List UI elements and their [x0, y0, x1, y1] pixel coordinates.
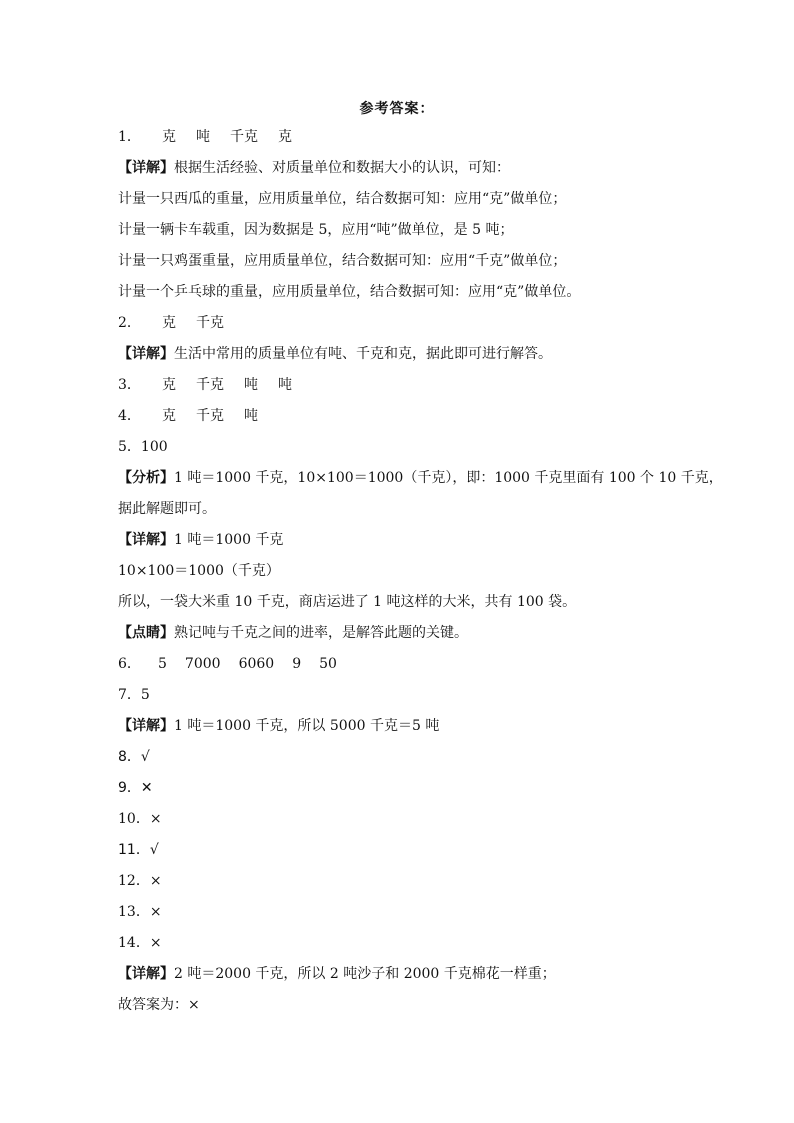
text-line: 10×100＝1000（千克）: [118, 563, 280, 579]
answer-item: 克: [162, 408, 176, 424]
explanation-line: [118, 153, 678, 184]
answer-item: 克: [162, 377, 176, 393]
analysis-text: 1 吨＝1000 千克，10×100＝1000（千克），即：1000 千克里面有 100 个 10 千克，: [174, 470, 723, 486]
answer-item: 克: [278, 129, 292, 145]
comment-text: 熟记吨与千克之间的进率，是解答此题的关键。: [174, 625, 468, 641]
section-tag: 【点睛】: [118, 625, 174, 641]
answer-line-5: 5．100: [118, 439, 168, 455]
text-line: 所以，一袋大米重 10 千克，商店运进了 1 吨这样的大米，共有 100 袋。: [118, 594, 577, 610]
answer-line-11: 11．√: [118, 842, 159, 858]
answer-item: 千克: [196, 408, 224, 424]
answer-line-8: 8．√: [118, 749, 150, 765]
answer-item: 9: [292, 656, 302, 672]
answer-item: 千克: [230, 129, 258, 145]
answer-item: 吨: [244, 377, 258, 393]
section-tag: 【分析】: [118, 470, 174, 486]
answer-line-13: 13．×: [118, 904, 162, 920]
question-number: 3．: [118, 377, 141, 393]
answer-line-10: 10．×: [118, 811, 162, 827]
answer-line-1: [118, 122, 678, 153]
answer-line-7: 7．5: [118, 687, 150, 703]
answer-line-4: [118, 401, 678, 432]
section-tag: 【详解】: [118, 966, 174, 982]
answer-item: 千克: [196, 377, 224, 393]
answer-line-2: [118, 308, 678, 339]
explanation-line: [118, 711, 678, 742]
text-line: 计量一个乒乓球的重量，应用质量单位，结合数据可知：应用“克”做单位。: [118, 284, 581, 300]
answer-item: 50: [319, 656, 337, 672]
answer-item: 克: [162, 315, 176, 331]
section-tag: 【详解】: [118, 718, 174, 734]
analysis-line: [118, 463, 723, 494]
answer-line-9: 9．✕: [118, 780, 153, 796]
explanation-text: 1 吨＝1000 千克: [174, 532, 284, 548]
explanation-text: 根据生活经验、对质量单位和数据大小的认识，可知：: [174, 160, 510, 176]
text-line: 计量一只鸡蛋重量，应用质量单位，结合数据可知：应用“千克”做单位；: [118, 253, 567, 269]
answer-item: 千克: [196, 315, 224, 331]
final-answer-line: 故答案为：×: [118, 997, 200, 1013]
question-number: 1．: [118, 129, 141, 145]
section-tag: 【详解】: [118, 346, 174, 362]
answer-item: 吨: [244, 408, 258, 424]
explanation-text: 1 吨＝1000 千克，所以 5000 千克＝5 吨: [174, 718, 440, 734]
explanation-text: 生活中常用的质量单位有吨、千克和克，据此即可进行解答。: [174, 346, 552, 362]
explanation-line: [118, 339, 678, 370]
section-tag: 【详解】: [118, 532, 174, 548]
answer-line-3: [118, 370, 678, 401]
answer-item: 6060: [238, 656, 275, 672]
answer-content: [118, 122, 723, 1021]
page-title: 参考答案：: [359, 101, 435, 117]
question-number: 6．: [118, 656, 141, 672]
answer-item: 5: [158, 656, 167, 672]
answer-item: 吨: [196, 129, 210, 145]
explanation-text: 2 吨＝2000 千克，所以 2 吨沙子和 2000 千克棉花一样重；: [174, 966, 556, 982]
explanation-line: [118, 525, 678, 556]
section-tag: 【详解】: [118, 160, 174, 176]
text-line: 计量一只西瓜的重量，应用质量单位，结合数据可知：应用“克”做单位；: [118, 191, 567, 207]
question-number: 2．: [118, 315, 141, 331]
text-line: 计量一辆卡车载重，因为数据是 5，应用“吨”做单位，是 5 吨；: [118, 222, 514, 238]
question-number: 4．: [118, 408, 141, 424]
answer-line-6: [118, 649, 678, 680]
explanation-line: [118, 959, 678, 990]
answer-item: 7000: [184, 656, 221, 672]
text-line: 据此解题即可。: [118, 501, 216, 517]
answer-line-14: 14．×: [118, 935, 162, 951]
comment-line: [118, 618, 678, 649]
answer-item: 克: [162, 129, 176, 145]
answer-line-12: 12．×: [118, 873, 162, 889]
answer-item: 吨: [278, 377, 292, 393]
